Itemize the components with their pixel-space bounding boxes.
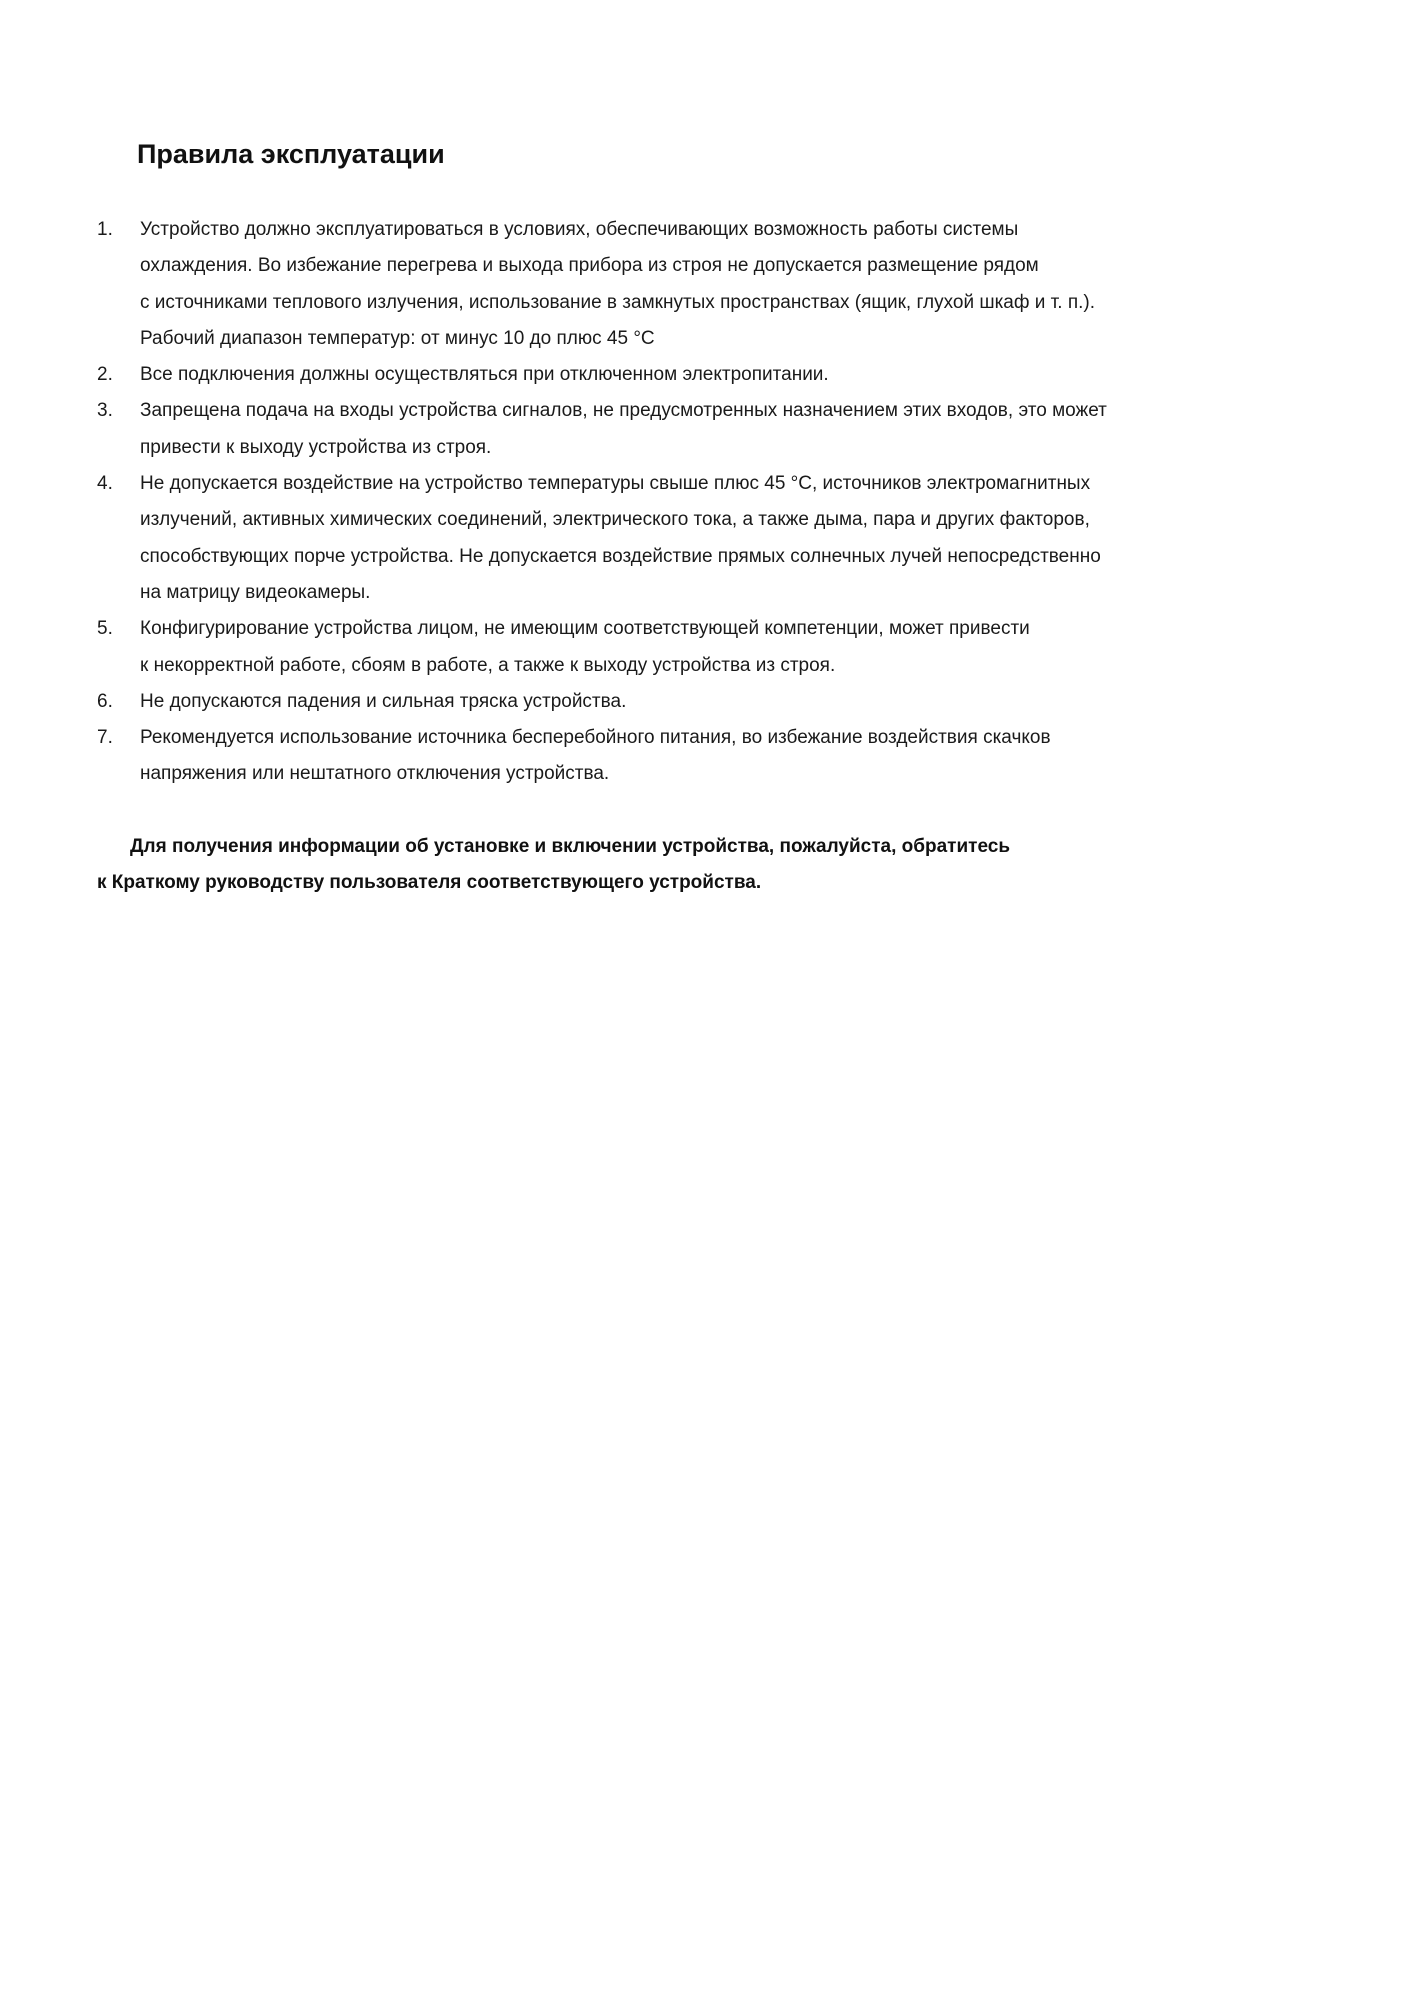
list-item-line: с источниками теплового излучения, использование в замкнутых пространствах (ящик, глухой шкаф и т. п.). [140,291,1096,313]
list-item-line: Рабочий диапазон температур: от минус 10 до плюс 45 °С [140,327,655,349]
list-item-number: 7. [97,727,113,749]
list-item-line: охлаждения. Во избежание перегрева и выхода прибора из строя не допускается размещение рядом [140,255,1039,277]
list-item-number: 4. [97,473,113,495]
list-item-line: Все подключения должны осуществляться при отключенном электропитании. [140,364,829,386]
list-item-line: напряжения или нештатного отключения устройства. [140,763,610,785]
note-line: к Краткому руководству пользователя соответствующего устройства. [97,872,762,894]
note-line: Для получения информации об установке и включении устройства, пожалуйста, обратитесь [130,836,1011,857]
list-item-line: Устройство должно эксплуатироваться в условиях, обеспечивающих возможность работы системы [140,219,1019,240]
list-item [97,357,1277,393]
reference-note [97,829,1277,902]
page-title: Правила эксплуатации [137,139,445,169]
list-item [97,720,1277,793]
list-item-line: Запрещена подача на входы устройства сигналов, не предусмотренных назначением этих входов, это может [140,400,1107,422]
list-item-line: способствующих порче устройства. Не допускается воздействие прямых солнечных лучей непосредственно [140,545,1101,567]
list-item [97,611,1277,684]
list-item-number: 6. [97,690,113,712]
list-item-line: Не допускается воздействие на устройство температуры свыше плюс 45 °С, источников электромагнитных [140,473,1091,495]
list-item-line: Рекомендуется использование источника бесперебойного питания, во избежание воздействия скачков [140,727,1051,749]
list-item-number: 1. [97,219,113,240]
list-item-line: Конфигурирование устройства лицом, не имеющим соответствующей компетенции, может привести [140,618,1030,640]
list-item-line: к некорректной работе, сбоям в работе, а также к выходу устройства из строя. [140,654,836,676]
list-item-number: 5. [97,618,113,640]
list-item [97,393,1277,466]
list-item-number: 2. [97,364,113,386]
list-item-line: Не допускаются падения и сильная тряска устройства. [140,690,627,712]
list-item-line: на матрицу видеокамеры. [140,581,371,603]
list-item-line: привести к выходу устройства из строя. [140,436,492,458]
list-item-line: излучений, активных химических соединений, электрического тока, а также дыма, пара и других факторов, [140,509,1090,531]
rules-list [97,212,1277,793]
list-item [97,466,1277,611]
list-item [97,212,1277,357]
list-item-number: 3. [97,400,113,422]
list-item [97,684,1277,720]
